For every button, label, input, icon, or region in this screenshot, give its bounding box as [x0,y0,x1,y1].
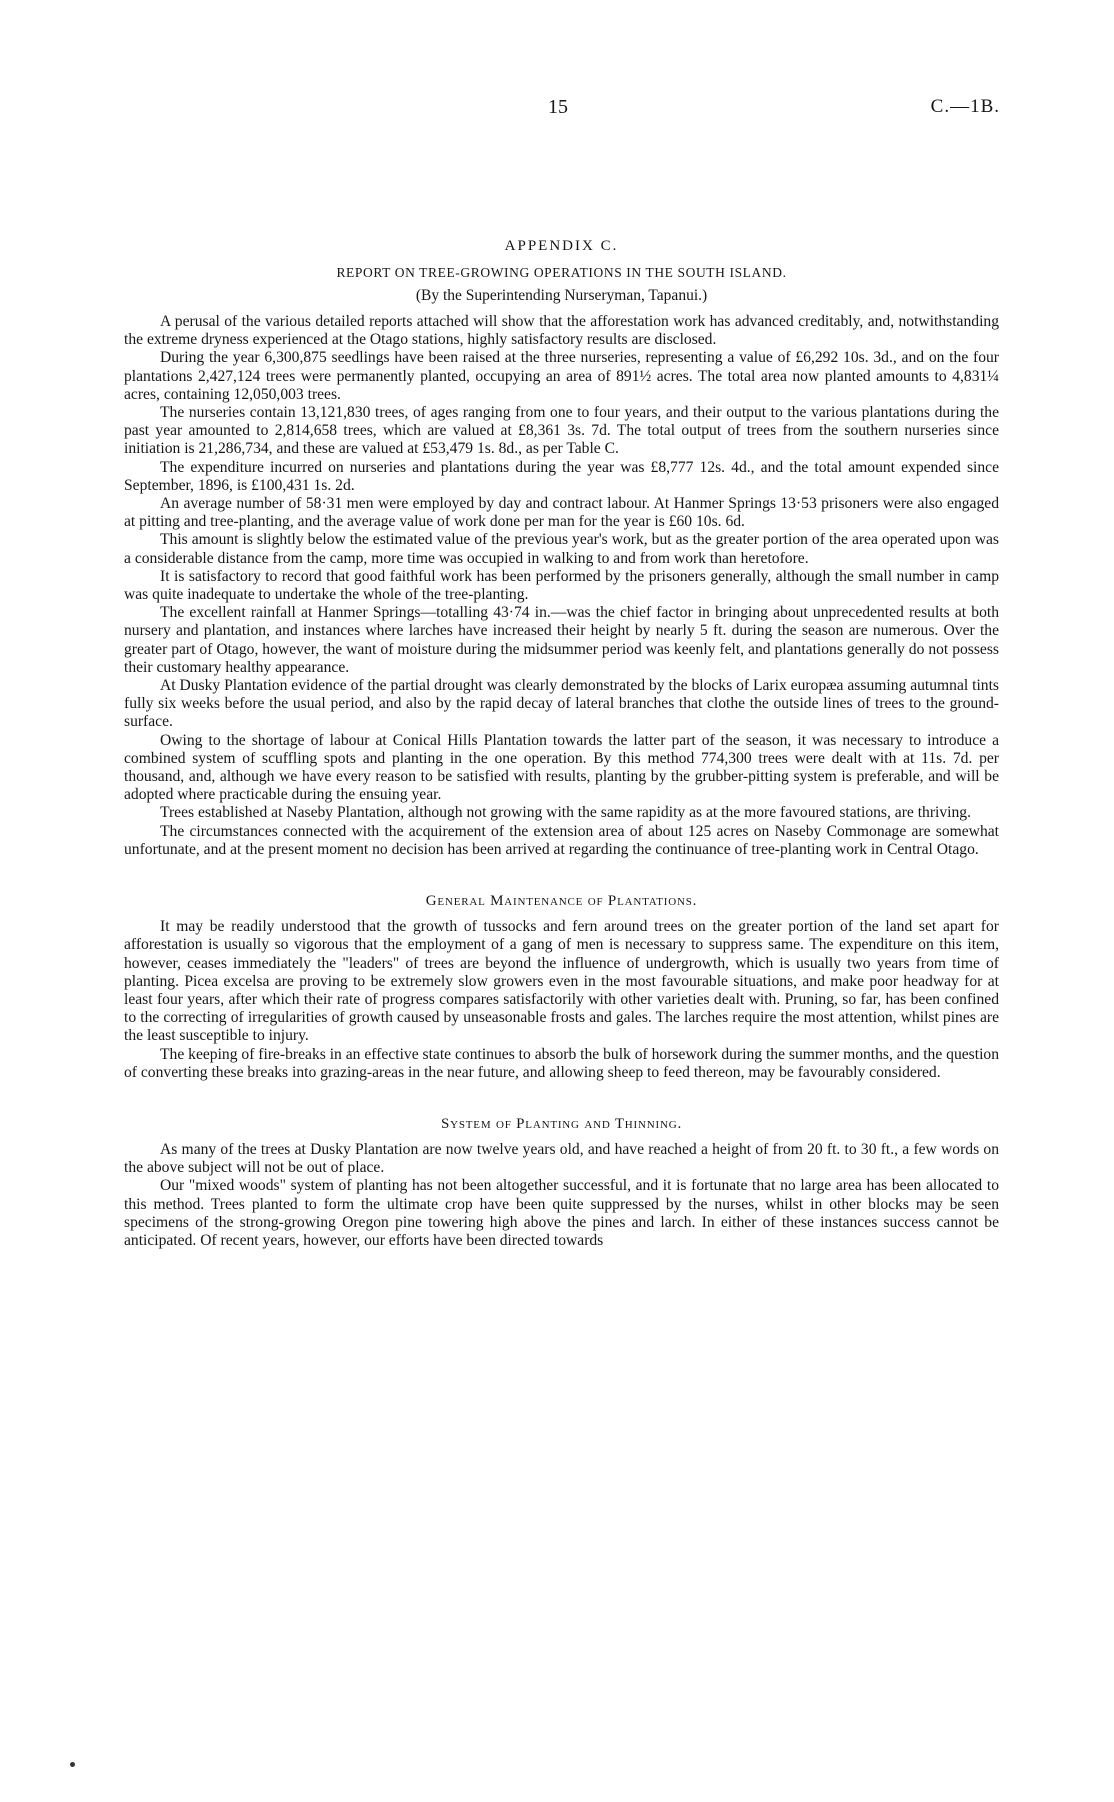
page-number: 15 [548,96,568,118]
paragraph: Our "mixed woods" system of planting has not been altogether successful, and it is fortunate that no large area has been allocated to this method. Trees planted to form the ultimate crop have been quite suppressed by the nurses, whilst in other blocks may be seen specimens of the strong-growing Oregon pine towering high above the pines and larch. In either of these instances success cannot be anticipated. Of recent years, however, our efforts have been directed towards [124,1177,999,1249]
paragraph: Owing to the shortage of labour at Conical Hills Plantation towards the latter part of the season, it was necessary to introduce a combined system of scuffling spots and planting in the one operation. By this method 774,300 trees were dealt with at 11s. 7d. per thousand, and, although we have every reason to be satisfied with results, planting by the grubber-pitting system is preferable, and will be adopted where practicable during the ensuing year. [124,731,999,804]
general-maintenance-section [124,893,999,1082]
scan-speck [70,1762,75,1767]
planting-thinning-section [124,1116,999,1250]
document-reference: C.—1B. [930,96,1000,117]
paragraph: During the year 6,300,875 seedlings have been raised at the three nurseries, representing a value of £6,292 10s. 3d., and on the four plantations 2,427,124 trees were permanently planted, occupying an area of 891½ acres. The total area now planted amounts to 4,831¼ acres, containing 12,050,003 trees. [124,349,999,403]
section-heading: General Maintenance of Plantations. [425,893,698,910]
paragraph: The nurseries contain 13,121,830 trees, of ages ranging from one to four years, and their output to the various plantations during the past year amounted to 2,814,658 trees, which are valued at £8,361 3s. 7d. The total output of trees from the southern nurseries since initiation is 21,286,734, and these are valued at £53,479 1s. 8d., as per Table C. [124,404,999,458]
paragraph: Trees established at Naseby Plantation, although not growing with the same rapidity as at the more favoured stations, are thriving. [160,804,971,822]
paragraph: It is satisfactory to record that good faithful work has been performed by the prisoners generally, although the small number in camp was quite inadequate to undertake the whole of the tree-planting. [124,567,999,604]
paragraph: The expenditure incurred on nurseries and plantations during the year was £8,777 12s. 4d., and the total amount expended since September, 1896, is £100,431 1s. 2d. [124,458,999,494]
paragraph: An average number of 58·31 men were employed by day and contract labour. At Hanmer Springs 13·53 prisoners were also engaged at pitting and tree-planting, and the average value of work done per man for the year is £60 10s. 6d. [124,495,999,531]
appendix-title: APPENDIX C. [504,238,619,254]
section-heading: System of Planting and Thinning. [440,1115,683,1132]
paragraph: The circumstances connected with the acquirement of the extension area of about 125 acres on Naseby Commonage are somewhat unfortunate, and at the present moment no decision has been arrived at regarding the continuance of tree-planting work in Central Otago. [124,822,999,858]
report-byline: (By the Superintending Nurseryman, Tapanui.) [415,287,708,304]
intro-section [124,313,999,859]
paragraph: As many of the trees at Dusky Plantation are now twelve years old, and have reached a height of from 20 ft. to 30 ft., a few words on the above subject will not be out of place. [124,1140,999,1177]
paragraph: A perusal of the various detailed reports attached will show that the afforestation work has advanced creditably, and, notwithstanding the extreme dryness experienced at the Otago stations, highly satisfactory results are disclosed. [124,313,999,349]
paragraph: At Dusky Plantation evidence of the partial drought was clearly demonstrated by the blocks of Larix europæa assuming autumnal tints fully six weeks before the usual period, and also by the rapid decay of lateral branches that clothe the outside lines of trees to the ground-surface. [124,677,999,731]
paragraph: This amount is slightly below the estimated value of the previous year's work, but as the greater portion of the area operated upon was a considerable distance from the camp, more time was occupied in walking to and from work than heretofore. [124,531,999,567]
paragraph: The excellent rainfall at Hanmer Springs—totalling 43·74 in.—was the chief factor in bringing about unprecedented results at both nursery and plantation, and instances where larches have increased their height by nearly 5 ft. during the season are numerous. Over the greater part of Otago, however, the want of moisture during the midsummer period was keenly felt, and plantations generally do not possess their customary healthy appearance. [124,604,999,676]
page-content [124,238,999,1250]
report-title: REPORT ON TREE-GROWING OPERATIONS IN THE SOUTH ISLAND. [336,265,787,280]
page-header [0,96,1114,126]
paragraph: It may be readily understood that the growth of tussocks and fern around trees on the greater portion of the land set apart for afforestation is usually so vigorous that the employment of a gang of men is necessary to suppress same. The expenditure on this item, however, ceases immediately the "leaders" of trees are beyond the influence of undergrowth, which is usually two years from time of planting. Picea excelsa are proving to be extremely slow growers even in the most favourable situations, and make poor headway for at least four years, after which their rate of progress compares satisfactorily with other varieties dealt with. Pruning, so far, has been confined to the correcting of irregularities of growth caused by unseasonable frosts and gales. The larches require the most attention, whilst pines are the least susceptible to injury. [124,918,999,1045]
paragraph: The keeping of fire-breaks in an effective state continues to absorb the bulk of horsework during the summer months, and the question of converting these breaks into grazing-areas in the near future, and allowing sheep to feed thereon, may be favourably considered. [124,1045,999,1081]
